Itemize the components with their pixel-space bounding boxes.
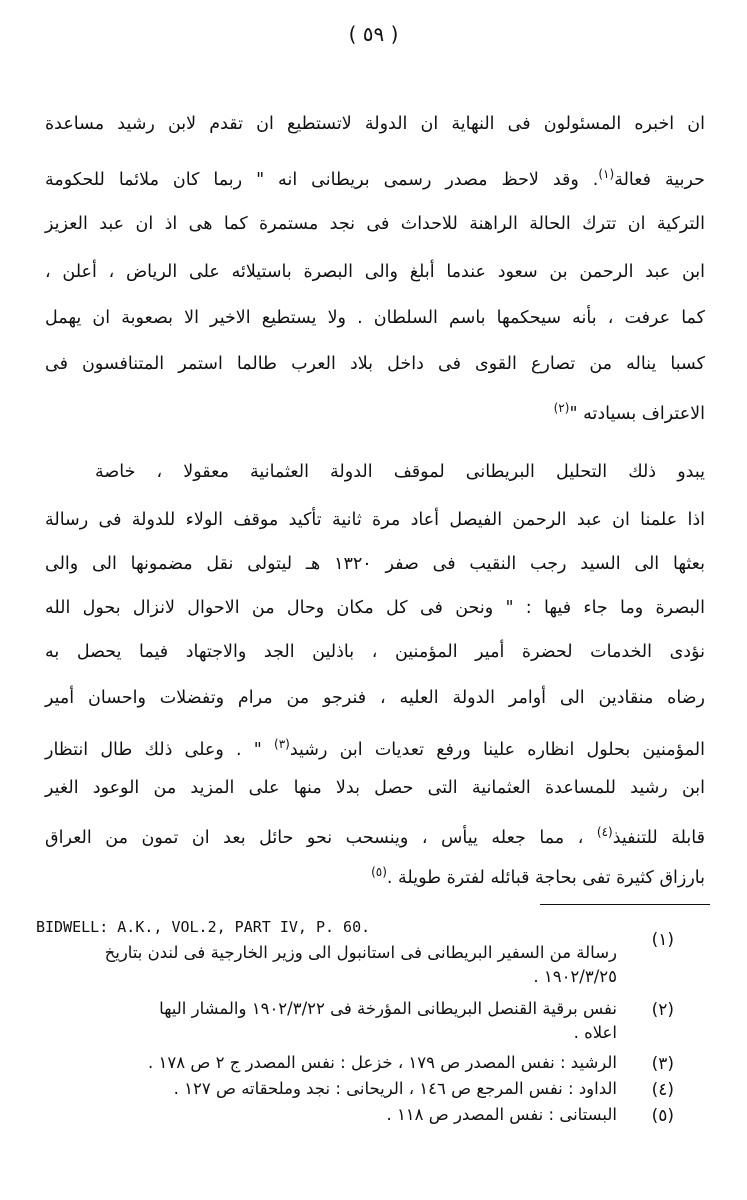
footnote-mark: (٣) <box>274 737 290 751</box>
paragraph-2-line: البصرة وما جاء فيها : " ونحن فى كل مكان وحال من الاحوال لانزال بحول الله <box>45 598 705 618</box>
footnote-mark: (٢) <box>553 401 570 415</box>
footnote-text: البستانى : نفس المصدر ص ١١٨ . <box>386 1105 617 1124</box>
line-text: الاعتراف بسيادته <box>583 403 705 424</box>
line-text: ، مما جعله ييأس ، وينسحب نحو حائل بعد ان تمون من العراق <box>45 827 597 848</box>
footnote-text: اعلاه . <box>573 1023 617 1042</box>
paragraph-2-line: رضاه منقادين الى أوامر الدولة العليه ، فنرجو من مرام وتفضلات واحسان أمير <box>45 688 705 708</box>
footnote-text: الداود : نفس المرجع ص ١٤٦ ، الريحانى : نجد وملحقاته ص ١٢٧ . <box>173 1079 617 1098</box>
footnote-number: (٤) <box>651 1080 674 1100</box>
paragraph-1-line <box>45 396 705 426</box>
paragraph-2-line <box>45 820 705 850</box>
line-text: قابلة للتنفيذ <box>612 827 705 848</box>
line-text: " . وعلى ذلك طال انتظار <box>45 739 274 760</box>
footnote-number: (١) <box>651 930 674 950</box>
page-number: ( ٥٩ ) <box>348 22 399 46</box>
footnote-mark: (٥) <box>371 865 387 879</box>
line-text: . وقد لاحظ مصدر رسمى بريطانى انه " ربما كان ملائما للحكومة <box>45 169 599 190</box>
paragraph-2-line <box>45 732 705 762</box>
paragraph-2-line: اذا علمنا ان عبد الرحمن الفيصل أعاد مرة ثانية تأكيد موقف الولاء للدولة فى رسالة <box>45 510 705 530</box>
footnote-text: ١٩٠٢/٣/٢٥ . <box>533 967 617 986</box>
line-text: حربية فعالة <box>614 169 705 190</box>
footnote-text: رسالة من السفير البريطانى فى استانبول الى وزير الخارجية فى لندن بتاريخ <box>104 943 617 962</box>
paragraph-2-line: نؤدى الخدمات لحضرة أمير المؤمنين ، باذلين الجد والاجتهاد فيما يحصل به <box>45 642 705 662</box>
footnote-separator <box>540 904 710 905</box>
footnote-mark: (١) <box>598 167 615 181</box>
paragraph-1-line: ان اخبره المسئولون فى النهاية ان الدولة لاتستطيع ان تقدم لابن رشيد مساعدة <box>45 114 705 134</box>
line-text: المؤمنين بحلول انظاره علينا ورفع تعديات ابن رشيد <box>289 739 706 760</box>
footnote-mark: (٤) <box>596 825 613 839</box>
footnote-number: (٢) <box>651 1000 674 1020</box>
footnote-text: نفس برقية القنصل البريطانى المؤرخة فى ١٩٠٢/٣/٢٢ والمشار اليها <box>159 999 617 1018</box>
footnote-number: (٥) <box>651 1106 674 1126</box>
paragraph-2-line: ابن رشيد للمساعدة العثمانية التى حصل بدلا منها على المزيد من الوعود الغير <box>45 778 705 798</box>
line-text: " <box>569 403 584 424</box>
paragraph-1-line: التركية ان تترك الحالة الراهنة للاحداث فى نجد مستمرة كما هى اذ ان عبد العزيز <box>45 214 705 234</box>
footnote-latin-reference: BIDWELL: A.K., VOL.2, PART IV, P. 60. <box>36 918 371 936</box>
paragraph-2-line <box>45 860 705 890</box>
paragraph-1-line <box>45 162 705 192</box>
paragraph-1-line: كما عرفت ، بأنه سيحكمها باسم السلطان . ولا يستطيع الاخير الا بصعوبة ان يهمل <box>45 308 705 328</box>
paragraph-1-line: كسبا يناله من تصارع القوى فى داخل بلاد العرب طالما استمر المتنافسون فى <box>45 354 705 374</box>
paragraph-1-line: ابن عبد الرحمن بن سعود عندما أبلغ والى البصرة باستيلائه على الرياض ، أعلن ، <box>45 262 705 282</box>
paragraph-2-line: يبدو ذلك التحليل البريطانى لموقف الدولة العثمانية معقولا ، خاصة <box>95 462 705 482</box>
footnote-number: (٣) <box>651 1054 674 1074</box>
line-text: بارزاق كثيرة تفى بحاجة قبائله لفترة طويلة . <box>386 867 705 888</box>
footnote-text: الرشيد : نفس المصدر ص ١٧٩ ، خزعل : نفس المصدر ج ٢ ص ١٧٨ . <box>148 1053 617 1072</box>
paragraph-2-line: بعثها الى السيد رجب النقيب فى صفر ١٣٢٠ هـ ليتولى نقل مضمونها الى والى <box>45 554 705 574</box>
